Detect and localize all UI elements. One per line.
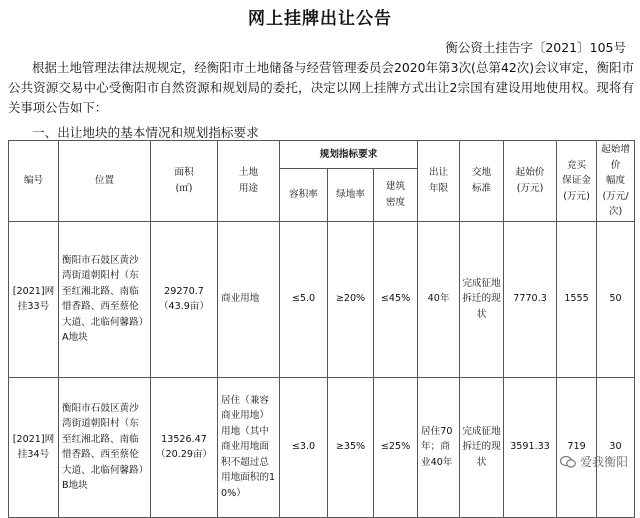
cell-increment: 50 [597,221,635,377]
cell-deposit: 1555 [557,221,597,377]
header-increment: 起始增价 幅度 (万元/次) [597,141,635,222]
cell-area: 13526.47 （20.29亩） [151,377,218,517]
watermark-text: 爱我衡阳 [579,455,628,469]
cell-area: 29270.7 （43.9亩） [151,221,218,377]
cell-density: ≤45% [374,221,418,377]
header-location: 位置 [59,141,151,222]
cell-location: 衡阳市石鼓区黄沙湾街道朝阳村（东至红湘北路、南临惜香路、西至蔡伦大道、北临何馨路）A地块 [59,221,151,377]
page-title: 网上挂牌出让公告 [248,9,392,29]
table-row [9,221,635,377]
section-heading: 一、出让地块的基本情况和规划指标要求 [32,125,259,140]
header-delivery: 交地 标准 [460,141,504,222]
cell-density: ≤25% [374,377,418,517]
cell-green: ≥35% [328,377,374,517]
header-land-use: 土地 用途 [218,141,280,222]
cell-green: ≥20% [328,221,374,377]
cell-location: 衡阳市石鼓区黄沙湾街道朝阳村（东至红湘北路、南临惜香路、西至蔡伦大道、北临何馨路）B地块 [59,377,151,517]
header-term: 出让 年限 [418,141,460,222]
cell-number: [2021]网挂33号 [9,221,59,377]
header-density: 建筑 密度 [374,168,418,221]
cell-land-use: 居住（兼容商业用地）用地（其中商业用地面积不超过总用地面积的10%） [218,377,280,517]
header-planning-group: 规划指标要求 [280,141,418,169]
cell-number: [2021]网挂34号 [9,377,59,517]
cell-increment: 30 [597,377,635,517]
watermark [560,453,628,470]
header-far: 容积率 [280,168,328,221]
intro-paragraph: 根据土地管理法律法规规定，经衡阳市土地储备与经营管理委员会2020年第3次(总第42次)会议审定，衡阳市公共资源交易中心受衡阳市自然资源和规划局的委托，决定以网上挂牌方式出让2宗国有建设用地使用权。现将有关事项公告如下： [8,60,634,115]
cell-far: ≤3.0 [280,377,328,517]
cell-delivery: 完成征地拆迁的现状 [460,221,504,377]
table-row [9,377,635,517]
cell-delivery: 完成征地拆迁的现状 [460,377,504,517]
cell-land-use: 商业用地 [218,221,280,377]
table-header-row [9,141,635,169]
cell-start-price: 3591.33 [504,377,557,517]
land-parcel-table [8,140,635,518]
cell-start-price: 7770.3 [504,221,557,377]
cell-far: ≤5.0 [280,221,328,377]
header-green: 绿地率 [328,168,374,221]
chat-bubble-icon [560,455,576,469]
document-number: 衡公资土挂告字〔2021〕105号 [445,40,626,55]
header-area: 面积 (㎡) [151,141,218,222]
cell-deposit: 719 [557,377,597,517]
cell-term: 40年 [418,221,460,377]
header-start-price: 起始价 (万元) [504,141,557,222]
cell-term: 居住70年；商业40年 [418,377,460,517]
header-deposit: 竞买 保证金 (万元) [557,141,597,222]
header-number: 编号 [9,141,59,222]
